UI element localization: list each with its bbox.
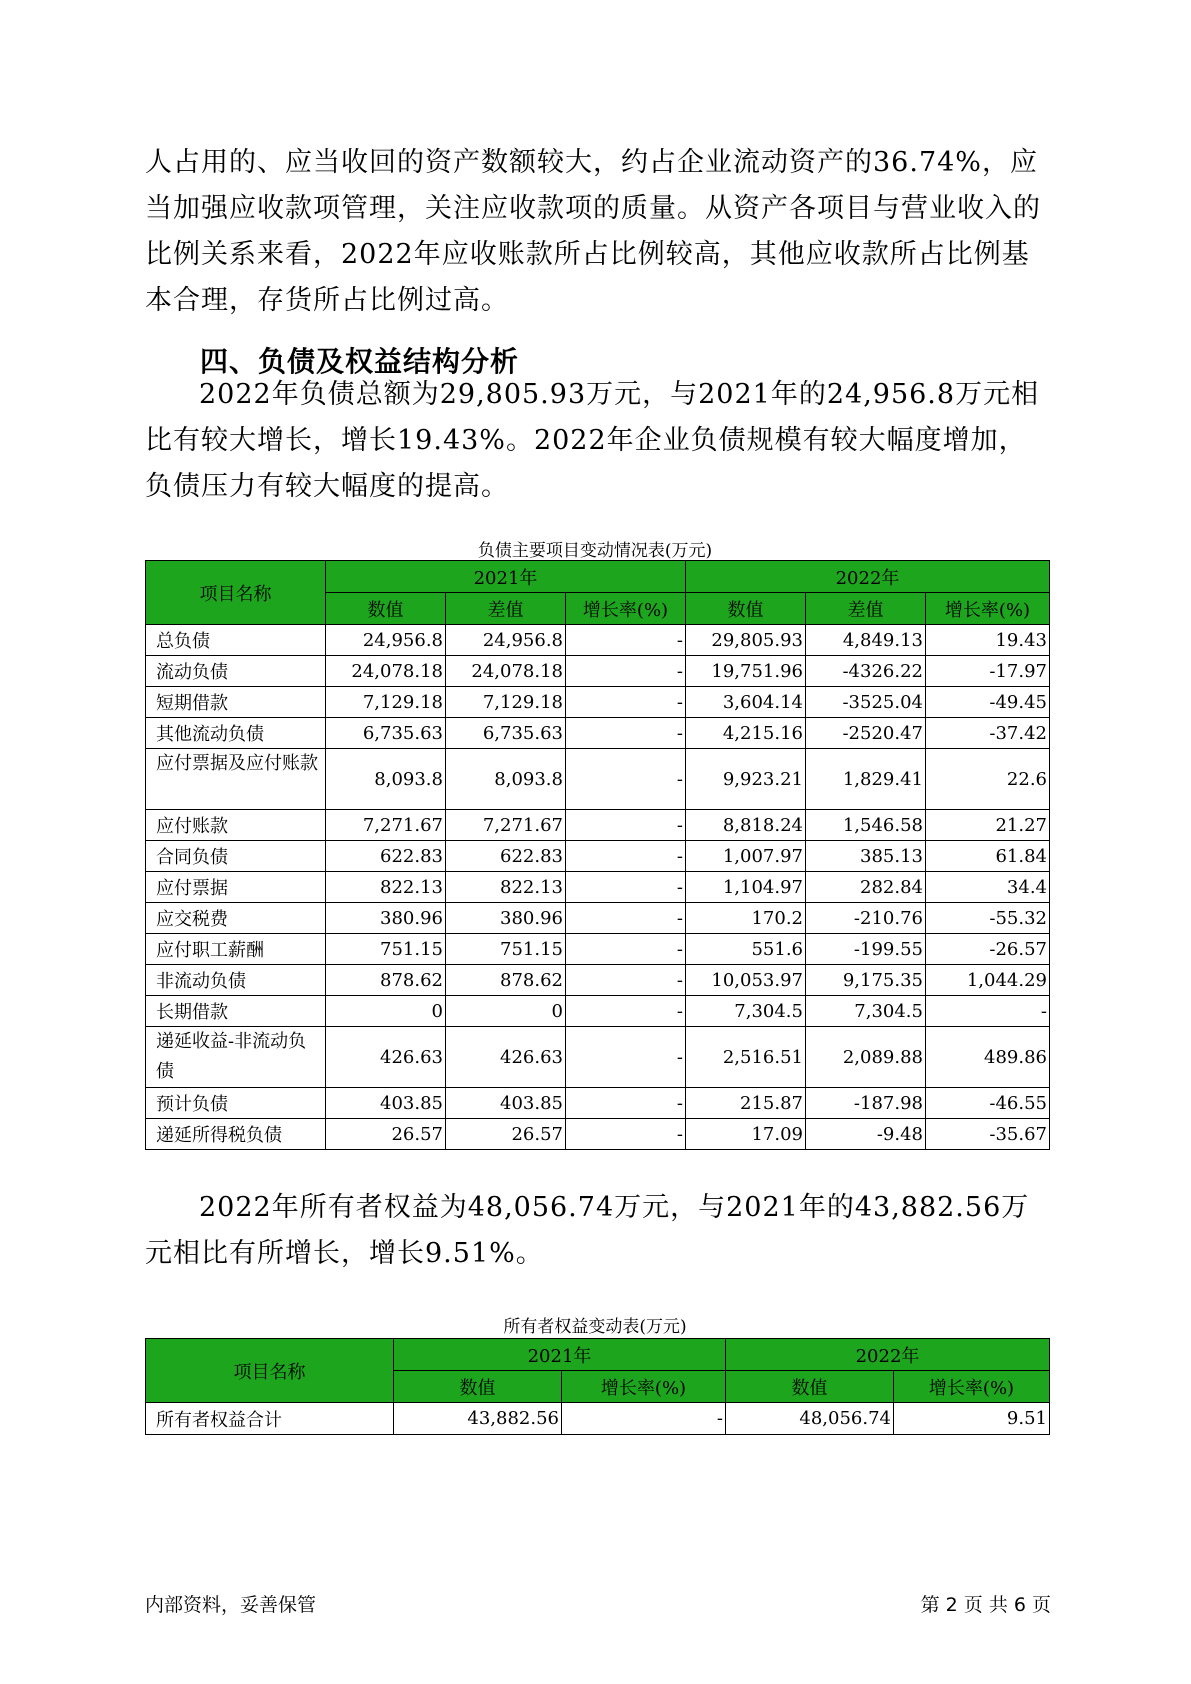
- row-value-2021: 7,271.67: [326, 810, 446, 841]
- row-growth-2022: 1,044.29: [926, 965, 1050, 996]
- row-growth-2021: -: [566, 810, 686, 841]
- row-value-2022: 8,818.24: [686, 810, 806, 841]
- row-item-name: 应付账款: [146, 810, 326, 841]
- row-item-name: 合同负债: [146, 841, 326, 872]
- row-growth-2022: 19.43: [926, 625, 1050, 656]
- row-value-2022: 551.6: [686, 934, 806, 965]
- equity-col-value-2022: 数值: [726, 1371, 894, 1403]
- row-growth-2021: -: [566, 872, 686, 903]
- row-value-2021: 751.15: [326, 934, 446, 965]
- row-diff-2022: 1,829.41: [806, 749, 926, 810]
- table-row: [146, 965, 1050, 996]
- row-growth-2021: -: [566, 965, 686, 996]
- row-diff-2021: 622.83: [446, 841, 566, 872]
- item-name-header: 项目名称: [146, 561, 326, 625]
- row-diff-2022: -199.55: [806, 934, 926, 965]
- equity-row-value-2022: 48,056.74: [726, 1403, 894, 1435]
- col-growth-2022: 增长率(%): [926, 593, 1050, 625]
- col-value-2022: 数值: [686, 593, 806, 625]
- liability-table: [145, 560, 1050, 1150]
- liability-text: 2022年负债总额为29,805.93万元，与2021年的24,956.8万元相比有较大增长，增长19.43%。2022年企业负债规模有较大幅度增加，负债压力有较大幅度的提高。: [145, 379, 1040, 502]
- row-diff-2022: 9,175.35: [806, 965, 926, 996]
- row-diff-2022: -3525.04: [806, 687, 926, 718]
- equity-item-name-header: 项目名称: [146, 1339, 394, 1403]
- row-diff-2022: 1,546.58: [806, 810, 926, 841]
- section-heading: 四、负债及权益结构分析: [200, 345, 520, 378]
- row-item-name: 短期借款: [146, 687, 326, 718]
- row-value-2022: 17.09: [686, 1119, 806, 1150]
- row-growth-2022: -: [926, 996, 1050, 1027]
- row-value-2022: 215.87: [686, 1088, 806, 1119]
- equity-text: 2022年所有者权益为48,056.74万元，与2021年的43,882.56万元相比有所增长，增长9.51%。: [145, 1192, 1030, 1269]
- row-value-2021: 7,129.18: [326, 687, 446, 718]
- equity-col-value-2021: 数值: [394, 1371, 562, 1403]
- row-value-2021: 0: [326, 996, 446, 1027]
- intro-paragraph: [145, 140, 1045, 324]
- row-diff-2021: 878.62: [446, 965, 566, 996]
- table-row: [146, 872, 1050, 903]
- row-value-2021: 878.62: [326, 965, 446, 996]
- liability-paragraph: [145, 372, 1045, 510]
- equity-table: [145, 1338, 1050, 1435]
- row-item-name: 流动负债: [146, 656, 326, 687]
- row-value-2022: 9,923.21: [686, 749, 806, 810]
- row-value-2022: 4,215.16: [686, 718, 806, 749]
- row-value-2021: 380.96: [326, 903, 446, 934]
- row-diff-2021: 8,093.8: [446, 749, 566, 810]
- row-diff-2022: -187.98: [806, 1088, 926, 1119]
- table-row: [146, 1027, 1050, 1088]
- row-growth-2022: 34.4: [926, 872, 1050, 903]
- row-diff-2022: -2520.47: [806, 718, 926, 749]
- row-item-name: 应付职工薪酬: [146, 934, 326, 965]
- row-growth-2021: -: [566, 841, 686, 872]
- table-row: [146, 1088, 1050, 1119]
- row-diff-2021: 822.13: [446, 872, 566, 903]
- row-value-2022: 170.2: [686, 903, 806, 934]
- equity-paragraph: [145, 1185, 1045, 1277]
- table-row: [146, 841, 1050, 872]
- row-diff-2022: -9.48: [806, 1119, 926, 1150]
- row-diff-2021: 0: [446, 996, 566, 1027]
- row-growth-2022: 21.27: [926, 810, 1050, 841]
- intro-text: 人占用的、应当收回的资产数额较大，约占企业流动资产的36.74%，应当加强应收款项管理，关注应收款项的质量。从资产各项目与营业收入的比例关系来看，2022年应收账款所占比例较高，其他应收款所占比例基本合理，存货所占比例过高。: [145, 147, 1041, 316]
- row-value-2021: 822.13: [326, 872, 446, 903]
- year-2021-header: 2021年: [326, 561, 686, 593]
- liability-table-caption: 负债主要项目变动情况表(万元): [477, 541, 713, 561]
- row-growth-2021: -: [566, 625, 686, 656]
- row-growth-2021: -: [566, 656, 686, 687]
- row-growth-2021: -: [566, 996, 686, 1027]
- equity-row-growth-2021: -: [562, 1403, 726, 1435]
- row-diff-2021: 7,271.67: [446, 810, 566, 841]
- row-growth-2022: 22.6: [926, 749, 1050, 810]
- row-growth-2022: -35.67: [926, 1119, 1050, 1150]
- row-item-name: 其他流动负债: [146, 718, 326, 749]
- row-item-name: 递延所得税负债: [146, 1119, 326, 1150]
- equity-row-value-2021: 43,882.56: [394, 1403, 562, 1435]
- table-row: [146, 718, 1050, 749]
- row-diff-2022: 4,849.13: [806, 625, 926, 656]
- equity-table-caption: 所有者权益变动表(万元): [503, 1317, 687, 1337]
- row-diff-2021: 26.57: [446, 1119, 566, 1150]
- row-diff-2022: 282.84: [806, 872, 926, 903]
- row-item-name: 应交税费: [146, 903, 326, 934]
- row-growth-2021: -: [566, 1119, 686, 1150]
- equity-col-growth-2022: 增长率(%): [894, 1371, 1050, 1403]
- row-diff-2021: 6,735.63: [446, 718, 566, 749]
- equity-year-2021-header: 2021年: [394, 1339, 726, 1371]
- row-diff-2021: 24,078.18: [446, 656, 566, 687]
- table-row: [146, 749, 1050, 810]
- table-row: [146, 656, 1050, 687]
- row-growth-2021: -: [566, 1027, 686, 1088]
- row-growth-2021: -: [566, 934, 686, 965]
- row-value-2021: 622.83: [326, 841, 446, 872]
- footer-confidential-note: 内部资料，妥善保管: [145, 1594, 317, 1616]
- table-row: [146, 934, 1050, 965]
- row-value-2022: 29,805.93: [686, 625, 806, 656]
- equity-row-growth-2022: 9.51: [894, 1403, 1050, 1435]
- row-item-name: 长期借款: [146, 996, 326, 1027]
- row-item-name: 应付票据: [146, 872, 326, 903]
- row-value-2022: 7,304.5: [686, 996, 806, 1027]
- row-diff-2021: 380.96: [446, 903, 566, 934]
- row-growth-2021: -: [566, 687, 686, 718]
- equity-year-2022-header: 2022年: [726, 1339, 1050, 1371]
- col-diff-2022: 差值: [806, 593, 926, 625]
- table-row: [146, 1403, 1050, 1435]
- row-diff-2021: 7,129.18: [446, 687, 566, 718]
- row-value-2022: 1,104.97: [686, 872, 806, 903]
- row-item-name: 应付票据及应付账款: [146, 749, 326, 810]
- row-growth-2021: -: [566, 1088, 686, 1119]
- row-value-2021: 6,735.63: [326, 718, 446, 749]
- equity-row-name: 所有者权益合计: [146, 1403, 394, 1435]
- table-row: [146, 1119, 1050, 1150]
- table-row: [146, 625, 1050, 656]
- row-value-2021: 403.85: [326, 1088, 446, 1119]
- year-2022-header: 2022年: [686, 561, 1050, 593]
- row-diff-2022: 385.13: [806, 841, 926, 872]
- col-diff-2021: 差值: [446, 593, 566, 625]
- row-value-2022: 2,516.51: [686, 1027, 806, 1088]
- row-growth-2022: -46.55: [926, 1088, 1050, 1119]
- col-value-2021: 数值: [326, 593, 446, 625]
- equity-col-growth-2021: 增长率(%): [562, 1371, 726, 1403]
- row-growth-2022: 489.86: [926, 1027, 1050, 1088]
- row-growth-2021: -: [566, 718, 686, 749]
- row-item-name: 预计负债: [146, 1088, 326, 1119]
- row-growth-2022: -37.42: [926, 718, 1050, 749]
- table-row: [146, 996, 1050, 1027]
- row-value-2022: 3,604.14: [686, 687, 806, 718]
- row-value-2021: 426.63: [326, 1027, 446, 1088]
- row-growth-2022: 61.84: [926, 841, 1050, 872]
- row-value-2022: 1,007.97: [686, 841, 806, 872]
- row-growth-2022: -17.97: [926, 656, 1050, 687]
- footer-page-number: 第 2 页 共 6 页: [920, 1594, 1051, 1616]
- row-value-2021: 24,078.18: [326, 656, 446, 687]
- row-diff-2021: 751.15: [446, 934, 566, 965]
- row-item-name: 非流动负债: [146, 965, 326, 996]
- table-row: [146, 903, 1050, 934]
- row-diff-2021: 426.63: [446, 1027, 566, 1088]
- row-growth-2022: -49.45: [926, 687, 1050, 718]
- row-diff-2022: 7,304.5: [806, 996, 926, 1027]
- row-value-2021: 24,956.8: [326, 625, 446, 656]
- row-diff-2021: 24,956.8: [446, 625, 566, 656]
- row-item-name: 总负债: [146, 625, 326, 656]
- row-item-name: 递延收益-非流动负债: [146, 1027, 326, 1088]
- table-row: [146, 687, 1050, 718]
- row-growth-2021: -: [566, 903, 686, 934]
- row-value-2021: 26.57: [326, 1119, 446, 1150]
- row-growth-2021: -: [566, 749, 686, 810]
- col-growth-2021: 增长率(%): [566, 593, 686, 625]
- row-diff-2021: 403.85: [446, 1088, 566, 1119]
- row-value-2022: 19,751.96: [686, 656, 806, 687]
- row-value-2022: 10,053.97: [686, 965, 806, 996]
- row-growth-2022: -55.32: [926, 903, 1050, 934]
- row-diff-2022: -4326.22: [806, 656, 926, 687]
- row-diff-2022: 2,089.88: [806, 1027, 926, 1088]
- table-row: [146, 810, 1050, 841]
- row-diff-2022: -210.76: [806, 903, 926, 934]
- row-growth-2022: -26.57: [926, 934, 1050, 965]
- row-value-2021: 8,093.8: [326, 749, 446, 810]
